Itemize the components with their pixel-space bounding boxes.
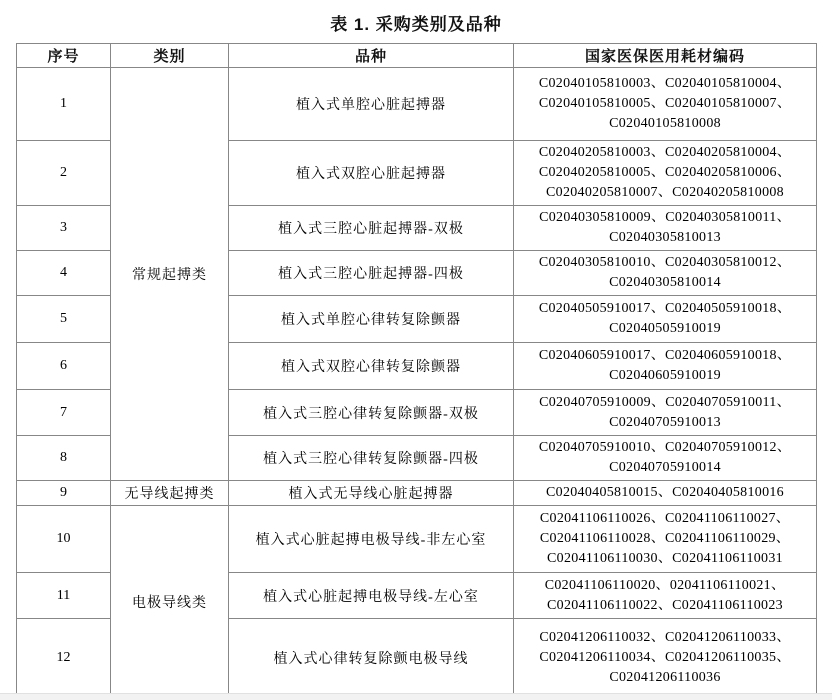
codes-cell [514, 619, 817, 698]
insurance-code: C02040105810003、 [538, 76, 665, 91]
insurance-code: C02041106110027、 [665, 511, 791, 526]
insurance-code: C02040105810007、 [665, 96, 792, 111]
insurance-code: C02040605910018、 [665, 348, 792, 363]
insurance-code: 02041106110021、 [669, 577, 786, 593]
insurance-code: C02040205810007、 [546, 185, 673, 200]
insurance-code: C02040305810009、 [539, 210, 666, 225]
insurance-code: C02040305810011、 [665, 210, 791, 225]
variety-cell: 植入式三腔心律转复除颤器-双极 [229, 390, 514, 436]
insurance-code: C02040305810013 [609, 230, 721, 245]
row-number-cell: 10 [17, 506, 111, 573]
header-serial-number: 序号 [17, 44, 111, 68]
row-number-cell: 12 [17, 619, 111, 698]
variety-cell: 植入式无导线心脏起搏器 [229, 481, 514, 506]
table-row [17, 506, 817, 573]
insurance-code: C02040505910019 [609, 321, 721, 336]
insurance-code: C02040305810014 [609, 275, 721, 290]
variety-cell: 植入式单腔心脏起搏器 [229, 68, 514, 141]
insurance-code: C02040405810015、 [546, 485, 673, 500]
insurance-code: C02041106110023 [672, 597, 783, 613]
insurance-code: C02041206110035、 [665, 650, 791, 665]
codes-cell [514, 68, 817, 141]
insurance-code: C02040605910017、 [538, 348, 665, 363]
insurance-code: C02040105810004、 [665, 76, 792, 91]
page-bottom-strip [0, 693, 832, 700]
insurance-code: C02040705910009、 [539, 394, 666, 410]
insurance-code: C02041106110020、 [544, 577, 670, 593]
header-category: 类别 [111, 44, 229, 68]
variety-cell: 植入式心脏起搏电极导线-左心室 [229, 573, 514, 619]
row-number-cell: 7 [17, 390, 111, 436]
insurance-code: C02040205810008 [672, 185, 784, 200]
codes-cell [514, 141, 817, 206]
codes-cell [514, 296, 817, 343]
row-number-cell: 8 [17, 436, 111, 481]
row-number-cell: 1 [17, 68, 111, 141]
row-number-cell: 11 [17, 573, 111, 619]
insurance-code: C02040105810008 [609, 116, 721, 131]
insurance-code: C02041206110032、 [539, 630, 665, 645]
row-number-cell: 6 [17, 343, 111, 390]
codes-cell [514, 251, 817, 296]
insurance-code: C02040205810004、 [665, 145, 792, 160]
header-variety: 品种 [229, 44, 514, 68]
insurance-code: C02041106110028、 [539, 531, 665, 546]
codes-cell [514, 390, 817, 436]
category-cell-electrode-leads: 电极导线类 [111, 506, 229, 698]
insurance-code: C02041106110029、 [665, 531, 791, 546]
insurance-code: C02041106110026、 [539, 511, 665, 526]
row-number-cell: 3 [17, 206, 111, 251]
variety-cell: 植入式单腔心律转复除颤器 [229, 296, 514, 343]
insurance-code: C02040205810006、 [665, 165, 792, 180]
insurance-code: C02041206110036 [609, 670, 721, 685]
category-cell-regular-pacing: 常规起搏类 [111, 68, 229, 481]
row-number-cell: 4 [17, 251, 111, 296]
variety-cell: 植入式心律转复除颤电极导线 [229, 619, 514, 698]
row-number-cell: 9 [17, 481, 111, 506]
variety-cell: 植入式三腔心脏起搏器-双极 [229, 206, 514, 251]
variety-cell: 植入式三腔心脏起搏器-四极 [229, 251, 514, 296]
table-row [17, 68, 817, 141]
table-title: 表 1. 采购类别及品种 [330, 15, 502, 34]
insurance-code: C02041206110033、 [665, 630, 791, 645]
insurance-code: C02040505910017、 [538, 301, 665, 316]
header-row [17, 44, 817, 68]
codes-cell [514, 506, 817, 573]
insurance-code: C02040505910018、 [665, 301, 792, 316]
insurance-code: C02041206110034、 [539, 650, 665, 665]
insurance-code: C02040405810016 [672, 485, 784, 500]
insurance-code: C02040705910012、 [665, 440, 792, 455]
codes-cell [514, 206, 817, 251]
insurance-code: C02040205810003、 [538, 145, 665, 160]
insurance-code: C02040105810005、 [538, 96, 665, 111]
variety-cell: 植入式三腔心律转复除颤器-四极 [229, 436, 514, 481]
codes-cell [514, 343, 817, 390]
variety-cell: 植入式双腔心律转复除颤器 [229, 343, 514, 390]
row-number-cell: 5 [17, 296, 111, 343]
header-insurance-code: 国家医保医用耗材编码 [514, 44, 817, 68]
codes-cell [514, 436, 817, 481]
insurance-code: C02040705910014 [609, 460, 721, 475]
insurance-code: C02040705910010、 [538, 440, 665, 455]
insurance-code: C02041106110030、 [547, 551, 673, 566]
insurance-code: C02041106110022、 [547, 597, 673, 613]
insurance-code: C02040305810010、 [538, 255, 665, 270]
insurance-code: C02040305810012、 [665, 255, 792, 270]
category-cell-leadless-pacing: 无导线起搏类 [111, 481, 229, 506]
row-number-cell: 2 [17, 141, 111, 206]
variety-cell: 植入式心脏起搏电极导线-非左心室 [229, 506, 514, 573]
insurance-code: C02040205810005、 [538, 165, 665, 180]
insurance-code: C02040705910013 [609, 414, 721, 430]
insurance-code: C02040605910019 [609, 368, 721, 383]
insurance-code: C02040705910011、 [665, 394, 791, 410]
codes-cell [514, 573, 817, 619]
procurement-table [16, 43, 817, 698]
codes-cell [514, 481, 817, 506]
insurance-code: C02041106110031 [672, 551, 783, 566]
variety-cell: 植入式双腔心脏起搏器 [229, 141, 514, 206]
table-row [17, 481, 817, 506]
